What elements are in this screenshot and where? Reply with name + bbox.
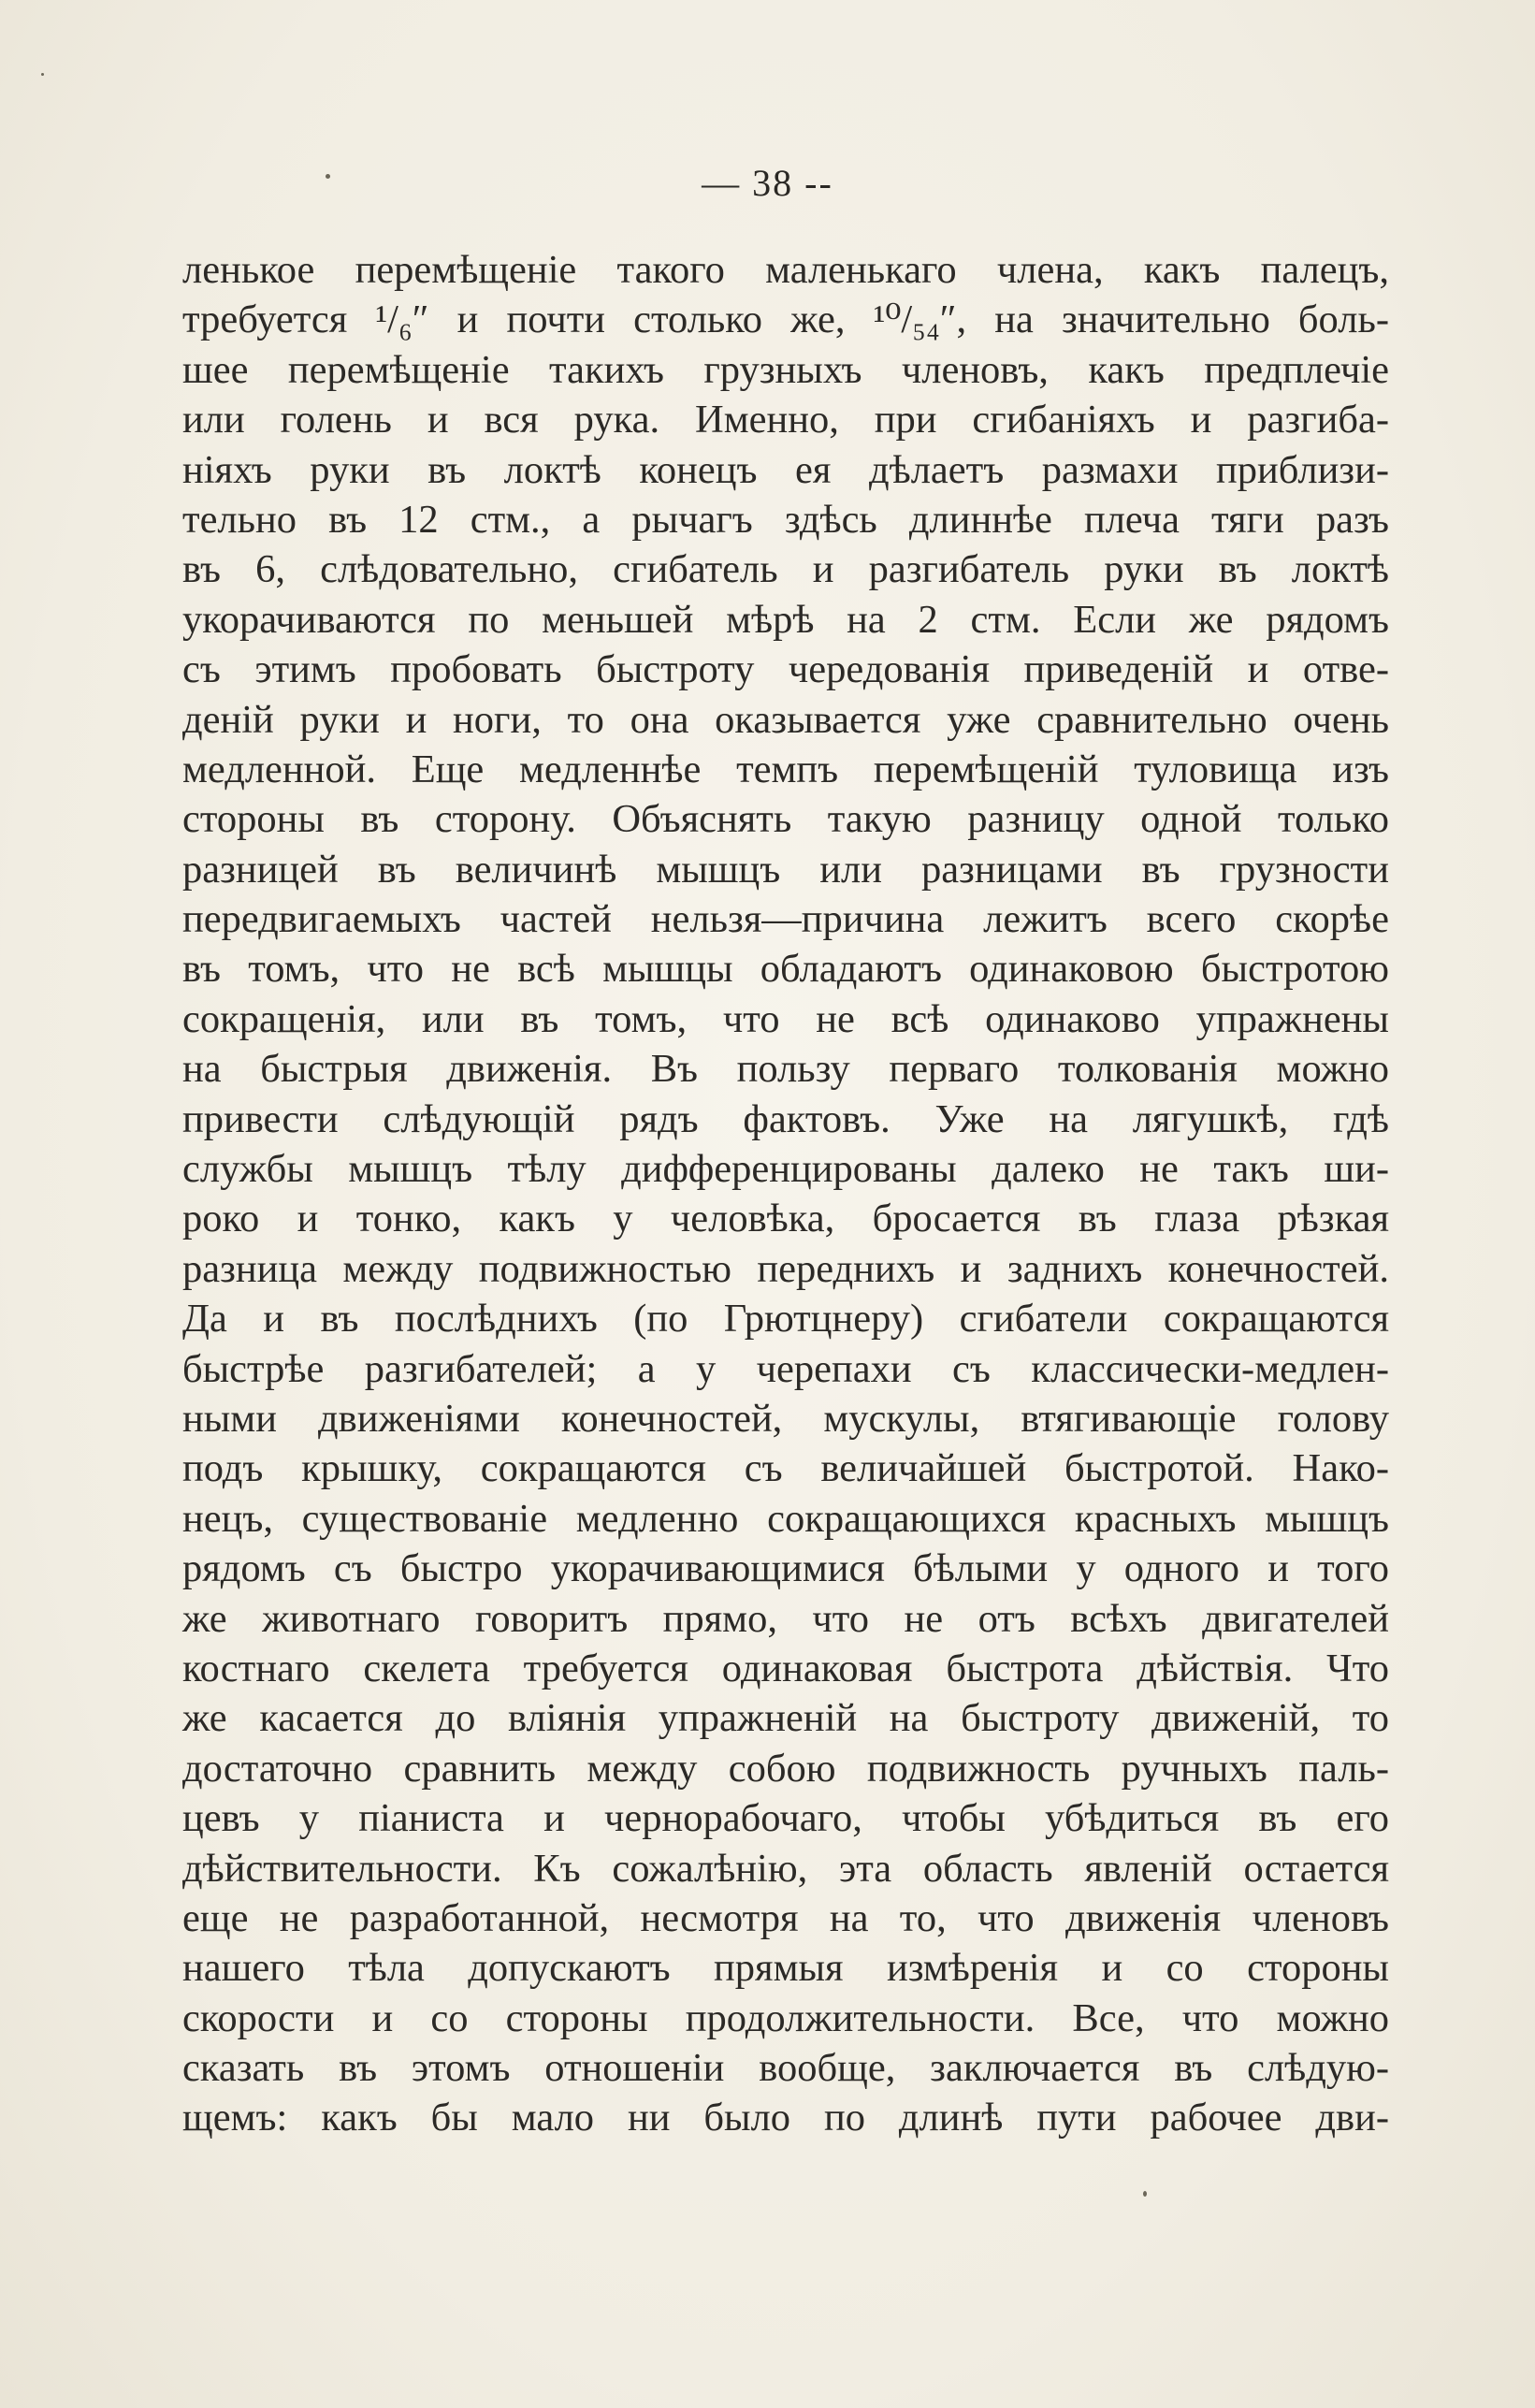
text-line: укорачиваются по меньшей мѣрѣ на 2 стм. Если же рядомъ [182, 597, 1389, 642]
text-line: нецъ, существованіе медленно сокращающихся красныхъ мышцъ [182, 1496, 1389, 1541]
page-number: — 38 -- [702, 162, 833, 204]
text-line: въ томъ, что не всѣ мышцы обладаютъ одинаковою быстротою [182, 947, 1389, 992]
text-line: ными движеніями конечностей, мускулы, втягивающіе голову [182, 1396, 1389, 1441]
text-line: подъ крышку, сокращаются съ величайшей быстротой. Нако- [182, 1446, 1389, 1491]
text-line: цевъ у піаниста и чернорабочаго, чтобы убѣдиться въ его [182, 1796, 1389, 1841]
text-line: сокращенія, или въ томъ, что не всѣ одинаково упражнены [182, 996, 1389, 1041]
text-line: шее перемѣщеніе такихъ грузныхъ членовъ, какъ предплечіе [182, 347, 1389, 392]
print-speck [1143, 2191, 1147, 2197]
text-line: роко и тонко, какъ у человѣка, бросается въ глаза рѣзкая [182, 1197, 1389, 1241]
text-line: передвигаемыхъ частей нельзя—причина лежитъ всего скорѣе [182, 897, 1389, 942]
text-line: нашего тѣла допускаютъ прямыя измѣренія и со стороны [182, 1946, 1389, 1991]
text-line: съ этимъ пробовать быстроту чередованія приведеній и отве- [182, 647, 1389, 692]
text-line: же животнаго говоритъ прямо, что не отъ всѣхъ двигателей [182, 1596, 1389, 1641]
text-line: деній руки и ноги, то она оказывается уже сравнительно очень [182, 697, 1389, 742]
text-line: разницей въ величинѣ мышцъ или разницами въ грузности [182, 847, 1389, 892]
text-line: службы мышцъ тѣлу дифференцированы далеко не такъ ши- [182, 1147, 1389, 1192]
text-line: же касается до вліянія упражненій на быстроту движеній, то [182, 1696, 1389, 1741]
print-speck [41, 73, 44, 76]
text-line: дѣйствительности. Къ сожалѣнію, эта область явленій остается [182, 1846, 1389, 1891]
text-line: щемъ: какъ бы мало ни было по длинѣ пути рабочее дви- [182, 2096, 1389, 2140]
text-line: быстрѣе разгибателей; а у черепахи съ классически-медлен- [182, 1346, 1389, 1391]
text-line: на быстрыя движенія. Въ пользу перваго толкованія можно [182, 1047, 1389, 1092]
text-line: сказать въ этомъ отношеніи вообще, заключается въ слѣдую- [182, 2046, 1389, 2091]
text-line: или голень и вся рука. Именно, при сгибаніяхъ и разгиба- [182, 398, 1389, 442]
text-line: ленькое перемѣщеніе такого маленькаго члена, какъ палецъ, [182, 248, 1389, 292]
text-line: привести слѣдующій рядъ фактовъ. Уже на лягушкѣ, гдѣ [182, 1096, 1389, 1141]
text-line: достаточно сравнить между собою подвижность ручныхъ паль- [182, 1746, 1389, 1791]
text-line: ніяхъ руки въ локтѣ конецъ ея дѣлаетъ размахи приблизи- [182, 447, 1389, 492]
text-line: Да и въ послѣднихъ (по Грютцнеру) сгибатели сокращаются [182, 1297, 1389, 1342]
body-text [182, 245, 1389, 2143]
text-line: требуется ¹/₆″ и почти столько же, ¹⁰/₅₄″, на значительно боль- [182, 297, 1389, 342]
text-line: костнаго скелета требуется одинаковая быстрота дѣйствія. Что [182, 1646, 1389, 1690]
text-line: медленной. Еще медленнѣе темпъ перемѣщеній туловища изъ [182, 747, 1389, 791]
text-line: разница между подвижностью переднихъ и заднихъ конечностей. [182, 1246, 1389, 1291]
text-line: тельно въ 12 стм., а рычагъ здѣсь длиннѣе плеча тяги разъ [182, 497, 1389, 542]
text-line: въ 6, слѣдовательно, сгибатель и разгибатель руки въ локтѣ [182, 547, 1389, 592]
text-line: стороны въ сторону. Объяснять такую разницу одной только [182, 797, 1389, 842]
text-line: еще не разработанной, несмотря на то, что движенія членовъ [182, 1895, 1389, 1940]
text-line: скорости и со стороны продолжительности. Все, что можно [182, 1995, 1389, 2040]
text-line: рядомъ съ быстро укорачивающимися бѣлыми у одного и того [182, 1546, 1389, 1591]
